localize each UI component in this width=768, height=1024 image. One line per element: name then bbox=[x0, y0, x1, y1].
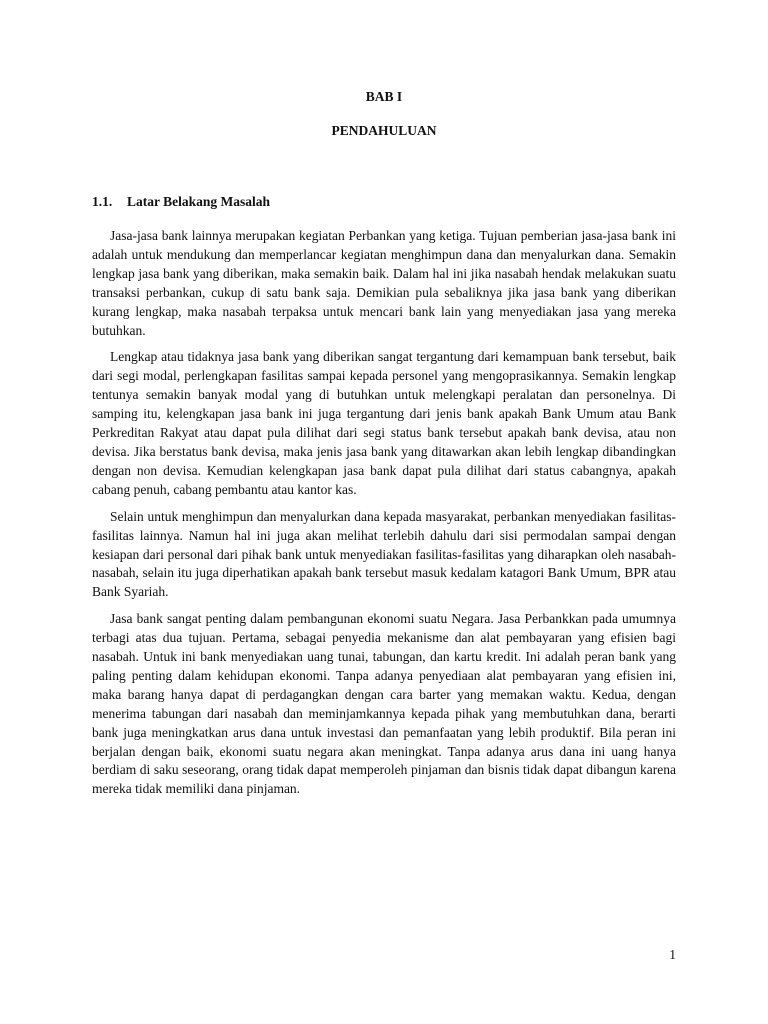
chapter-title: PENDAHULUAN bbox=[331, 123, 437, 138]
page-number: 1 bbox=[669, 947, 676, 962]
section-number: 1.1. bbox=[92, 194, 113, 209]
paragraph: Jasa bank sangat penting dalam pembangunan ekonomi suatu Negara. Jasa Perbankkan pada umumnya terbagi atas dua tujuan. Pertama, sebagai penyedia mekanisme dan alat pembayaran yang efisien bagi nasabah. Untuk ini bank menyediakan uang tunai, tabungan, dan kartu kredit. Ini adalah peran bank yang paling penting dalam kehidupan ekonomi. Tanpa adanya penyediaan alat pembayaran yang efisien ini, maka barang hanya dapat di perdagangkan dengan cara barter yang memakan waktu. Kedua, dengan menerima tabungan dari nasabah dan meminjamkannya kepada pihak yang membutuhkan dana, berarti bank juga meningkatkan arus dana untuk investasi dan pemanfaatan yang lebih produktif. Bila peran ini berjalan dengan baik, ekonomi suatu negara akan meningkat. Tanpa adanya arus dana ini uang hanya berdiam di saku seseorang, orang tidak dapat memperoleh pinjaman dan bisnis tidak dapat dibangun karena mereka tidak memiliki dana pinjaman. bbox=[92, 611, 676, 797]
body-text bbox=[92, 227, 676, 807]
section-heading bbox=[92, 193, 270, 211]
section-title: Latar Belakang Masalah bbox=[127, 194, 271, 209]
paragraph: Jasa-jasa bank lainnya merupakan kegiatan Perbankan yang ketiga. Tujuan pemberian jasa-jasa bank ini adalah untuk mendukung dan memperlancar kegiatan menghimpun dana dan menyalurkan dana. Semakin lengkap jasa bank yang diberikan, maka semakin baik. Dalam hal ini jika nasabah hendak melakukan suatu transaksi perbankan, cukup di satu bank saja. Demikian pula sebaliknya jika jasa bank yang diberikan kurang lengkap, maka nasabah terpaksa untuk mencari bank lain yang menyediakan jasa yang mereka butuhkan. bbox=[92, 228, 676, 338]
paragraph: Selain untuk menghimpun dan menyalurkan dana kepada masyarakat, perbankan menyediakan fasilitas-fasilitas lainnya. Namun hal ini juga akan melihat terlebih dahulu dari sisi permodalan sampai dengan kesiapan dari personal dari pihak bank untuk menyediakan fasilitas-fasilitas yang diharapkan oleh nasabah-nasabah, selain itu juga diperhatikan apakah bank tersebut masuk kedalam katagori Bank Umum, BPR atau Bank Syariah. bbox=[92, 508, 676, 600]
chapter-label: BAB I bbox=[365, 89, 403, 104]
paragraph: Lengkap atau tidaknya jasa bank yang diberikan sangat tergantung dari kemampuan bank tersebut, baik dari segi modal, perlengkapan fasilitas sampai kepada personel yang mengoprasikannya. Semakin lengkap tentunya semakin banyak modal yang di butuhkan untuk melengkapi peralatan dan personelnya. Di samping itu, kelengkapan jasa bank ini juga tergantung dari jenis bank apakah Bank Umum atau Bank Perkreditan Rakyat atau dapat pula dilihat dari segi status bank tersebut apakah bank devisa, atau non devisa. Jika berstatus bank devisa, maka jenis jasa bank yang ditawarkan akan lebih lengkap dibandingkan dengan non devisa. Kemudian kelengkapan jasa bank dapat pula dilihat dari status cabangnya, apakah cabang penuh, cabang pembantu atau kantor kas. bbox=[92, 349, 676, 497]
